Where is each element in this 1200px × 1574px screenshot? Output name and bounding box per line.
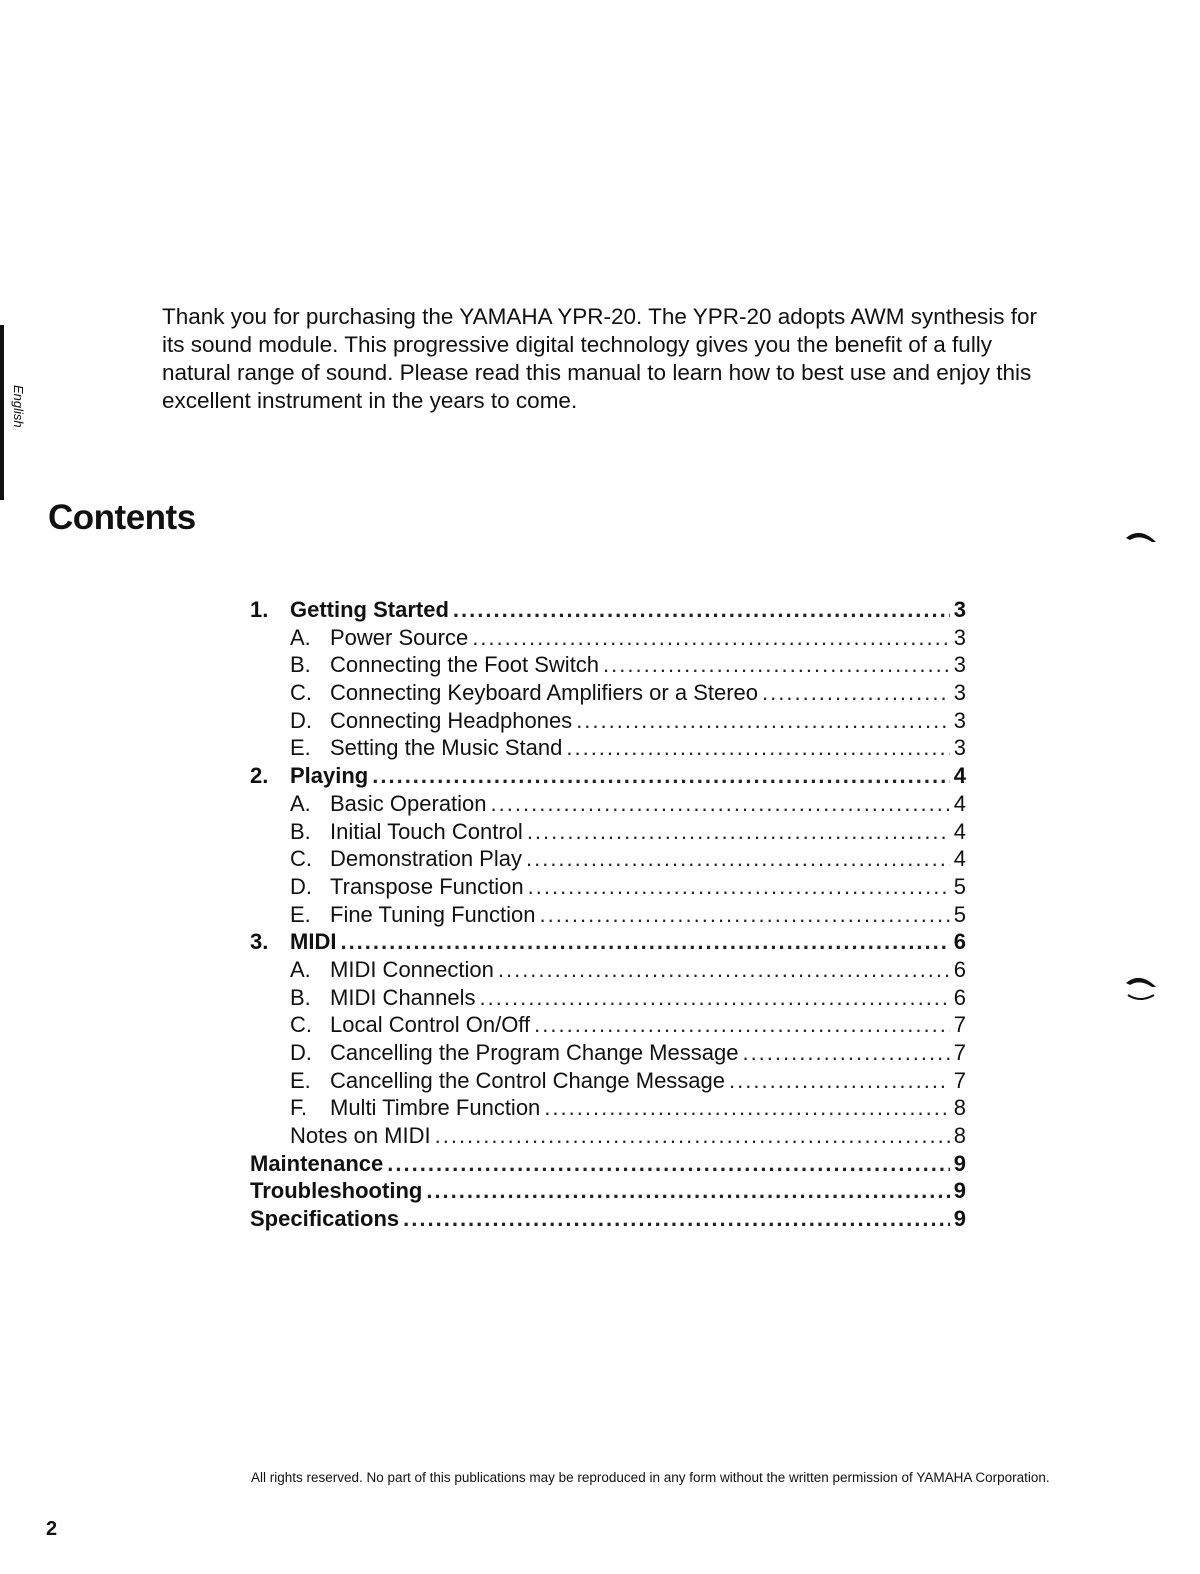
toc-letter: B.: [290, 818, 311, 844]
toc-page: 4: [953, 790, 966, 816]
toc-title: Getting Started: [290, 597, 449, 622]
toc-page: 4: [953, 818, 966, 844]
toc-title: Initial Touch Control: [330, 818, 523, 844]
toc-title: Transpose Function: [330, 873, 524, 899]
toc-title: Multi Timbre Function: [330, 1095, 541, 1121]
toc-number: 3.: [250, 929, 269, 955]
toc-title: Fine Tuning Function: [330, 901, 536, 927]
copyright-notice: All rights reserved. No part of this publications may be reproduced in any form without the written permission of YAMAHA Corporation.: [251, 1470, 1050, 1485]
dot-leader: [729, 1067, 950, 1095]
dot-leader: [372, 762, 950, 790]
toc-letter: D.: [290, 707, 312, 733]
binder-hole-icon: [1122, 520, 1162, 560]
toc-title: MIDI: [290, 929, 337, 955]
toc-page: 5: [953, 873, 966, 899]
dot-leader: [453, 596, 950, 624]
toc-title: Playing: [290, 763, 369, 789]
toc-foot-switch[interactable]: [250, 651, 966, 679]
intro-paragraph: Thank you for purchasing the YAMAHA YPR-20. The YPR-20 adopts AWM synthesis for its sound module. This progressive digital technology gives you the benefit of a fully natural range of sound. Please read this manual to learn how to best use and enjoy this excellent instrument in the years to come.: [162, 304, 1038, 413]
dot-leader: [340, 928, 949, 956]
toc-page: 3: [953, 652, 966, 678]
toc-headphones[interactable]: [250, 707, 966, 735]
toc-title: Maintenance: [250, 1150, 384, 1176]
toc-letter: B.: [290, 652, 311, 678]
toc-letter: E.: [290, 1067, 311, 1093]
dot-leader: [528, 873, 950, 901]
dot-leader: [603, 651, 950, 679]
dot-leader: [566, 734, 949, 762]
toc-page: 9: [953, 1150, 966, 1176]
toc-letter: D.: [290, 873, 312, 899]
toc-number: 1.: [250, 597, 269, 622]
toc-program-change[interactable]: [250, 1039, 966, 1067]
toc-title: MIDI Channels: [330, 984, 476, 1010]
toc-specifications[interactable]: [250, 1205, 966, 1233]
toc-music-stand[interactable]: [250, 734, 966, 762]
toc-letter: D.: [290, 1040, 312, 1065]
dot-leader: [534, 1011, 950, 1039]
toc-page: 4: [953, 846, 966, 872]
toc-page: 3: [953, 597, 966, 622]
toc-letter: C.: [290, 680, 312, 706]
toc-letter: F.: [290, 1095, 308, 1121]
dot-leader: [544, 1094, 949, 1122]
toc-page: 7: [953, 1040, 966, 1065]
toc-getting-started[interactable]: [250, 596, 966, 624]
toc-letter: E.: [290, 735, 311, 761]
toc-page: 9: [953, 1206, 966, 1232]
dot-leader: [762, 679, 950, 707]
toc-page: 6: [953, 929, 966, 955]
toc-midi-connection[interactable]: [250, 956, 966, 984]
toc-maintenance[interactable]: [250, 1150, 966, 1178]
toc-title: Local Control On/Off: [330, 1012, 531, 1038]
toc-amplifiers[interactable]: [250, 679, 966, 707]
dot-leader: [387, 1150, 949, 1178]
toc-letter: A.: [290, 624, 311, 650]
table-of-contents: [250, 596, 966, 1233]
toc-title: Power Source: [330, 624, 469, 650]
toc-title: Troubleshooting: [250, 1178, 423, 1204]
binder-hole-icon: [1122, 965, 1162, 1005]
toc-page: 5: [953, 901, 966, 927]
toc-title: Cancelling the Program Change Message: [330, 1040, 739, 1065]
toc-title: Demonstration Play: [330, 846, 522, 872]
toc-letter: E.: [290, 901, 311, 927]
toc-initial-touch[interactable]: [250, 818, 966, 846]
toc-fine-tuning[interactable]: [250, 901, 966, 929]
toc-power-source[interactable]: [250, 624, 966, 652]
toc-page: 7: [953, 1067, 966, 1093]
toc-title: Cancelling the Control Change Message: [330, 1067, 726, 1093]
toc-page: 3: [953, 707, 966, 733]
dot-leader: [426, 1177, 949, 1205]
toc-title: MIDI Connection: [330, 956, 494, 982]
toc-letter: C.: [290, 846, 312, 872]
page-number: 2: [46, 1518, 58, 1540]
toc-title: Specifications: [250, 1206, 400, 1232]
language-tab: English: [11, 385, 26, 428]
toc-page: 9: [953, 1178, 966, 1204]
toc-letter: A.: [290, 790, 311, 816]
toc-title: Setting the Music Stand: [330, 735, 563, 761]
toc-title: Basic Operation: [330, 790, 487, 816]
dot-leader: [527, 818, 950, 846]
toc-midi-channels[interactable]: [250, 984, 966, 1012]
toc-page: 3: [953, 624, 966, 650]
toc-number: 2.: [250, 763, 269, 789]
toc-local-control[interactable]: [250, 1011, 966, 1039]
toc-letter: C.: [290, 1012, 312, 1038]
toc-page: 7: [953, 1012, 966, 1038]
toc-title: Connecting the Foot Switch: [330, 652, 600, 678]
toc-multi-timbre[interactable]: [250, 1094, 966, 1122]
toc-letter: B.: [290, 984, 311, 1010]
toc-basic-operation[interactable]: [250, 790, 966, 818]
toc-troubleshooting[interactable]: [250, 1177, 966, 1205]
toc-page: 6: [953, 984, 966, 1010]
toc-control-change[interactable]: [250, 1067, 966, 1095]
toc-demonstration[interactable]: [250, 845, 966, 873]
toc-page: 3: [953, 680, 966, 706]
toc-page: 3: [953, 735, 966, 761]
dot-leader: [498, 956, 950, 984]
contents-heading: Contents: [48, 498, 196, 537]
dot-leader: [435, 1122, 950, 1150]
toc-midi[interactable]: [250, 928, 966, 956]
dot-leader: [539, 901, 949, 929]
dot-leader: [576, 707, 950, 735]
dot-leader: [742, 1039, 949, 1067]
dot-leader: [526, 845, 950, 873]
toc-transpose[interactable]: [250, 873, 966, 901]
toc-title: Connecting Headphones: [330, 707, 573, 733]
toc-page: 8: [953, 1123, 966, 1149]
toc-notes-on-midi[interactable]: [250, 1122, 966, 1150]
toc-page: 6: [953, 956, 966, 982]
dot-leader: [480, 984, 950, 1012]
toc-title: Notes on MIDI: [290, 1123, 431, 1149]
toc-page: 4: [953, 763, 966, 789]
dot-leader: [491, 790, 950, 818]
toc-page: 8: [953, 1095, 966, 1121]
toc-playing[interactable]: [250, 762, 966, 790]
dot-leader: [472, 624, 950, 652]
dot-leader: [403, 1205, 950, 1233]
toc-letter: A.: [290, 956, 311, 982]
toc-title: Connecting Keyboard Amplifiers or a Stereo: [330, 680, 759, 706]
